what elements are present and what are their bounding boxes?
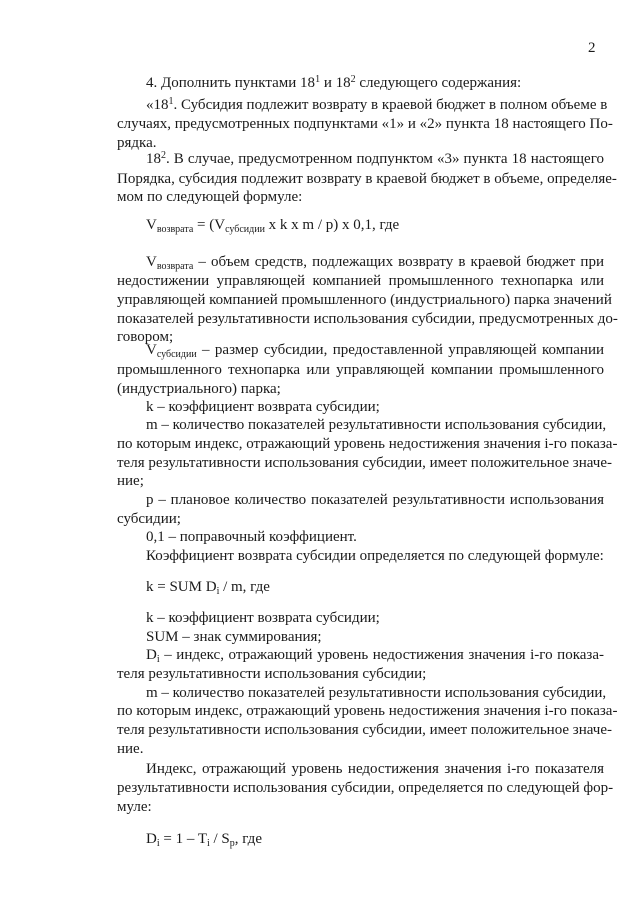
paragraph-line: недостижении управляющей компанией промышленного технопарка или [117,273,604,289]
paragraph-line: теля результативности использования субсидии; [117,666,427,682]
text: / S [209,831,230,847]
text: V [146,342,157,358]
paragraph-line [146,341,604,359]
paragraph-line: теля результативности использования субсидии, имеет положительное значе- [117,455,612,471]
text: «18 [146,97,169,113]
formula-v-return [146,216,604,234]
paragraph-line: Порядка, субсидия подлежит возврату в краевой бюджет в объеме, определяе- [117,171,617,187]
paragraph-line: Индекс, отражающий уровень недостижения значения i-го показателя [146,761,604,777]
paragraph-line: p – плановое количество показателей результативности использования [146,492,604,508]
paragraph-line: ние. [117,741,144,757]
paragraph-line: промышленного технопарка или управляющей компании промышленного [117,362,604,378]
superscript: 1 [315,74,321,85]
text: k = SUM D [146,579,217,595]
superscript: 2 [161,150,166,161]
text: , где [234,831,262,847]
text: D [146,647,157,663]
text: 4. Дополнить пунктами 18 [146,75,316,91]
paragraph-line: мом по следующей формуле: [117,189,303,205]
paragraph-line: говором; [117,329,174,345]
paragraph-line [146,96,608,114]
paragraph-line [146,253,604,271]
subscript: возврата [156,261,194,272]
text: . В случае, предусмотренном подпунктом «3» пункта 18 настоящего [166,151,604,167]
subscript: субсидии [156,349,197,360]
paragraph-line: Коэффициент возврата субсидии определяется по следующей формуле: [146,548,604,564]
superscript: 1 [168,96,174,107]
formula-d-i [146,830,604,848]
paragraph-line: ние; [117,473,144,489]
paragraph-line: (индустриального) парка; [117,381,281,397]
paragraph-line: рядка. [117,135,157,151]
text: V [146,217,157,233]
text: = (V [193,217,226,233]
formula-k [146,578,604,596]
paragraph-line: результативности использования субсидии, определяется по следующей фор- [117,780,614,796]
text: V [146,254,157,270]
subscript: субсидии [225,224,265,235]
paragraph-line [146,150,604,168]
paragraph-line: k – коэффициент возврата субсидии; [146,399,380,415]
paragraph-line: случаях, предусмотренных подпунктами «1» и «2» пункта 18 настоящего По- [117,116,613,132]
paragraph-line: по которым индекс, отражающий уровень недостижения значения i-го показа- [117,703,618,719]
paragraph-line: m – количество показателей результативности использования субсидии, [146,685,607,701]
paragraph-line: муле: [117,799,152,815]
paragraph-line: субсидии; [117,511,181,527]
text: – объем средств, подлежащих возврату в краевой бюджет при [193,254,604,270]
superscript: 2 [350,74,356,85]
text: D [146,831,157,847]
subscript: p [229,838,235,849]
paragraph-line: k – коэффициент возврата субсидии; [146,610,380,626]
paragraph-line: управляющей компанией промышленного (индустриального) парка значений [117,292,612,308]
paragraph-line: m – количество показателей результативности использования субсидии, [146,417,607,433]
text: . Субсидия подлежит возврату в краевой бюджет в полном объеме в [173,97,608,113]
text: – индекс, отражающий уровень недостижения значения i-го показа- [159,647,604,663]
text: – размер субсидии, предоставленной управляющей компании [196,342,604,358]
text: = 1 – T [159,831,207,847]
text: и 18 [320,75,351,91]
paragraph-line: SUM – знак суммирования; [146,629,322,645]
subscript: i [206,838,210,849]
paragraph-line: 0,1 – поправочный коэффициент. [146,529,357,545]
subscript: возврата [156,224,194,235]
text: / m, где [219,579,270,595]
subscript: i [156,838,160,849]
subscript: i [216,586,220,597]
text: следующего содержания: [355,75,522,91]
paragraph-line [146,646,604,664]
paragraph-line: теля результативности использования субсидии, имеет положительное значе- [117,722,612,738]
paragraph-line [146,74,604,92]
subscript: i [156,654,160,665]
paragraph-line: показателей результативности использования субсидии, предусмотренных до- [117,311,618,327]
text: x k x m / p) x 0,1, где [264,217,400,233]
text: 18 [146,151,161,167]
paragraph-line: по которым индекс, отражающий уровень недостижения значения i-го показа- [117,436,618,452]
page-number: 2 [588,40,596,56]
